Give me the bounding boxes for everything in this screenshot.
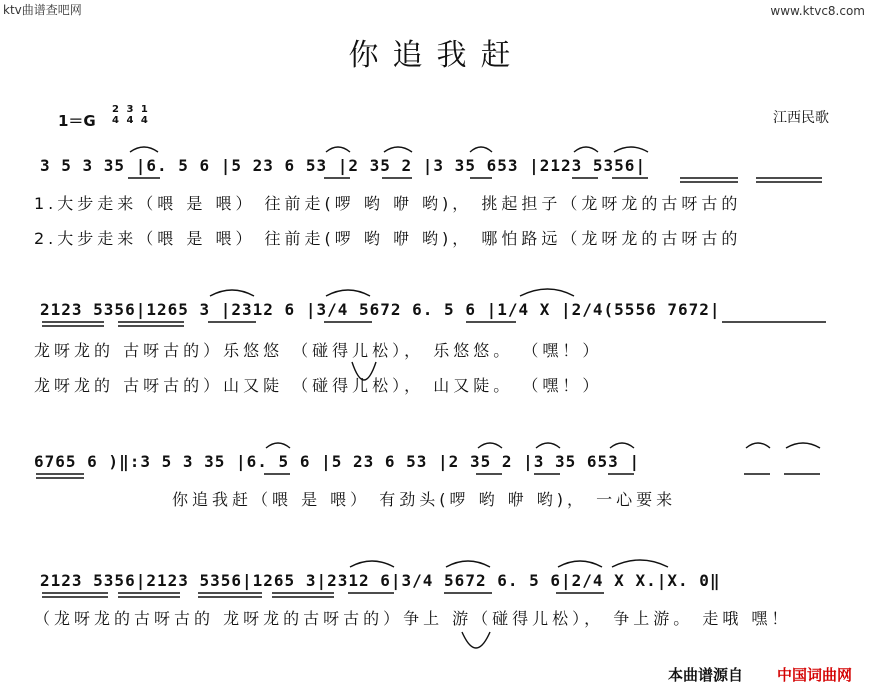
system-1-notes: 3 5 3 35 |6. 5 6 |5 23 6 53 |2 35 2 |3 35 653 |2123 5356| <box>40 156 647 175</box>
system-4-notes: 2123 5356|2123 5356|1265 3|2312 6|3/4 5672 6. 5 6|2/4 X X.|X. 0‖ <box>40 571 721 590</box>
system-1-verse-2: 2.大步走来（喂 是 喂） 往前走(啰 哟 咿 哟)， 哪怕路远（龙呀龙的古呀古的 <box>34 229 742 248</box>
song-title: 你追我赶 <box>348 38 525 73</box>
key-signature: 1＝G <box>58 112 96 130</box>
system-2-verse-2: 龙呀龙的 古呀古的）山又陡 （碰得儿松）， 山又陡。 （嘿！） <box>34 376 603 395</box>
meter-3: 1 4 <box>140 104 148 126</box>
system-1-verse-1: 1.大步走来（喂 是 喂） 往前走(啰 哟 咿 哟)， 挑起担子（龙呀龙的古呀古的 <box>34 194 742 213</box>
footer-source-label: 本曲谱源自 <box>668 666 744 684</box>
song-origin: 江西民歌 <box>773 110 829 126</box>
system-4-verse-1: （龙呀龙的古呀古的 龙呀龙的古呀古的）争上 游（碰得儿松）， 争上游。 走哦 嘿！ <box>34 609 792 628</box>
system-2-notes: 2123 5356|1265 3 |2312 6 |3/4 5672 6. 5 6 |1/4 X |2/4(5556 7672| <box>40 300 721 319</box>
system-3-notes: 6765 6 )‖:3 5 3 35 |6. 5 6 |5 23 6 53 |2 35 2 |3 35 653 | <box>34 452 641 471</box>
system-2-verse-1: 龙呀龙的 古呀古的）乐悠悠 （碰得儿松）， 乐悠悠。 （嘿！） <box>34 341 603 360</box>
meter-1: 2 4 <box>112 104 119 126</box>
meter-2: 3 4 <box>126 104 134 126</box>
system-3-verse-1: 你追我赶（喂 是 喂） 有劲头(啰 哟 咿 哟)， 一心要来 <box>172 490 677 509</box>
footer-site-link[interactable]: 中国词曲网 <box>777 666 853 684</box>
watermark-right: www.ktvc8.com <box>770 4 865 18</box>
watermark-left: ktv曲谱查吧网 <box>3 3 82 17</box>
